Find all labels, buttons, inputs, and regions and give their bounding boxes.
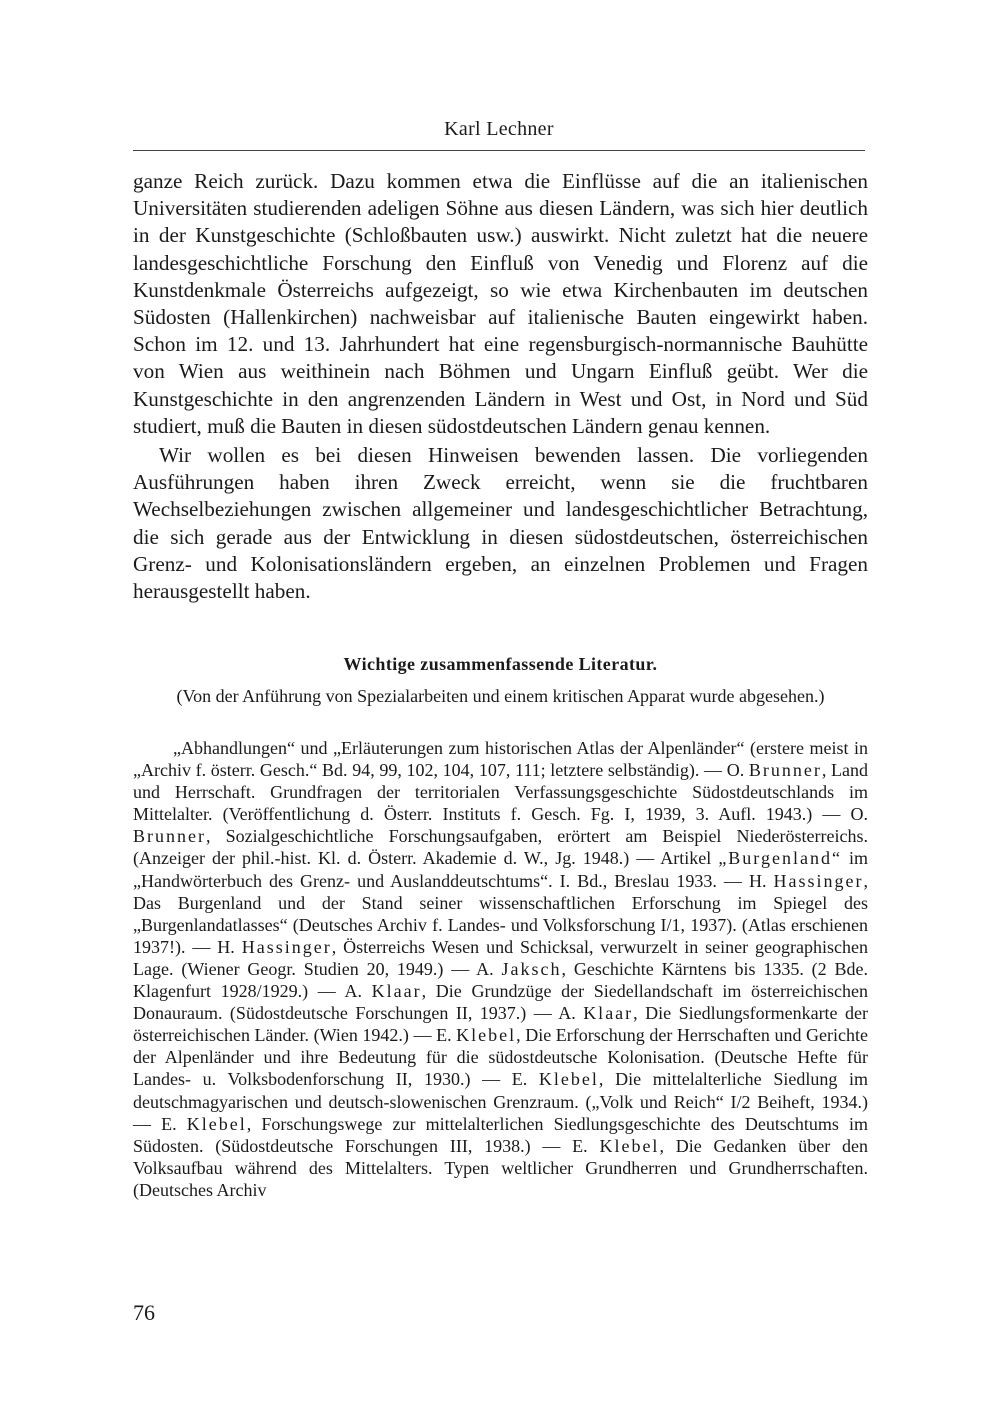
text-segment: , Die Grundzüge der Siedellandschaft im österreichischen Donauraum. (Südostdeutsche Forschungen II, 1937.) — A. — [133, 981, 869, 1024]
text-segment: , Sozialgeschichtliche Forschungsaufgaben, erörtert am Beispiel Niederösterreichs. (Anzeiger der phil.-hist. Kl. d. Österr. Akademie d. W., Jg. 1948.) — Artikel — [133, 826, 868, 869]
author-name: Klebel — [186, 1113, 247, 1134]
text-segment: , Die Erforschung der Herrschaften und Gerichte der Alpenländer und ihre Bedeutung für die südostdeutsche Kolonisation. (Deutsche Hefte für Landes- u. Volksbodenforschung II, 1930.) — E. — [133, 1025, 868, 1090]
article-name: „Burgenland“ — [718, 848, 842, 869]
author-name: Brunner — [748, 760, 822, 781]
text-segment: , Geschichte Kärntens bis 1335. (2 Bde. Klagenfurt 1928/1929.) — A. — [133, 958, 869, 1002]
author-name: Klebel — [456, 1025, 517, 1046]
running-head: Karl Lechner — [444, 118, 554, 140]
author-name: Jaksch — [501, 958, 562, 979]
text-segment: , Land und Herrschaft. Grundfragen der territorialen Verfassungsgeschichte Südostdeutschlands im Mittelalter. (Veröffentlichung d. Österr. Instituts f. Gesch. Fg. I, 1939, 3. Aufl. 1943.) — O. — [133, 760, 868, 825]
text-segment: , Die Gedanken über den Volksaufbau während des Mittelalters. Typen weltlicher Grundherren und Grundherrschaften. (Deutsches Archiv — [133, 1135, 869, 1200]
header-rule — [133, 150, 865, 151]
text-segment: , Das Burgenland und der Stand seiner wissenschaftlichen Erforschung im Spiegel des „Burgenlandatlasses“ (Deutsches Archiv f. Landes- und Volksforschung I/1, 1937). (Atlas erschienen 1937!). — H. — [133, 870, 868, 957]
author-name: Hassinger — [241, 936, 332, 957]
author-name: Klaar — [371, 981, 422, 1002]
text-segment: , Die mittelalterliche Siedlung im deutschmagyarischen und deutsch-slowenischen Grenzraum. („Volk und Reich“ I/2 Beiheft, 1934.) — E. — [133, 1069, 868, 1134]
author-name: Hassinger — [773, 870, 864, 891]
text-segment: , Österreichs Wesen und Schicksal, verwurzelt in seiner geographischen Lage. (Wiener Geogr. Studien 20, 1949.) — A. — [133, 936, 868, 979]
literature-heading: Wichtige zusammenfassende Literatur. — [343, 654, 658, 674]
literature-note: (Von der Anführung von Spezialarbeiten und einem kritischen Apparat wurde abgesehen.) — [176, 686, 825, 706]
literature-list — [133, 737, 868, 1201]
author-name: Klebel — [538, 1069, 599, 1090]
author-name: Klaar — [583, 1003, 634, 1024]
paragraph: ganze Reich zurück. Dazu kommen etwa die Einflüsse auf die an italienischen Universitäten studierenden adeligen Söhne aus diesen Ländern, was sich hier deutlich in der Kunstgeschichte (Schloßbauten usw.) auswirkt. Nicht zuletzt hat die neuere landesgeschichtliche Forschung den Einfluß von Venedig und Florenz auf die Kunstdenkmale Österreichs aufgezeigt, so wie etwa Kirchenbauten im deutschen Südosten (Hallenkirchen) nachweisbar auf italienische Bauten eingewirkt haben. Schon im 12. und 13. Jahrhundert hat eine regensburgisch-normannische Bauhütte von Wien aus weithinein nach Böhmen und Ungarn Einfluß geübt. Wer die Kunstgeschichte in den angrenzenden Ländern in West und Ost, in Nord und Süd studiert, muß die Bauten in diesen südostdeutschen Ländern genau kennen. — [133, 169, 868, 438]
text-segment: , Forschungswege zur mittelalterlichen Siedlungsgeschichte des Deutschtums im Südosten. (Südostdeutsche Forschungen III, 1938.) — E. — [133, 1113, 868, 1156]
author-name: Klebel — [599, 1135, 660, 1156]
text-segment: „Abhandlungen“ und „Erläuterungen zum historischen Atlas der Alpenländer“ (erstere meist in „Archiv f. österr. Gesch.“ Bd. 94, 99, 102, 104, 107, 111; letztere selbständig). — O. — [133, 738, 868, 781]
text-segment: , Die Siedlungsformenkarte der österreichischen Länder. (Wien 1942.) — E. — [133, 1003, 868, 1046]
text-segment: im „Handwörterbuch des Grenz- und Auslanddeutschtums“. I. Bd., Breslau 1933. — H. — [133, 848, 868, 891]
main-text — [133, 168, 868, 605]
paragraph: Wir wollen es bei diesen Hinweisen bewenden lassen. Die vorliegenden Ausführungen haben ihren Zweck erreicht, wenn sie die fruchtbaren Wechselbeziehungen zwischen allgemeiner und landesgeschichtlicher Betrachtung, die sich gerade aus der Entwicklung in diesen südostdeutschen, österreichischen Grenz- und Kolonisationsländern ergeben, an einzelnen Problemen und Fragen herausgestellt haben. — [133, 443, 868, 604]
page-number: 76 — [133, 1300, 155, 1325]
author-name: Brunner — [133, 826, 206, 847]
